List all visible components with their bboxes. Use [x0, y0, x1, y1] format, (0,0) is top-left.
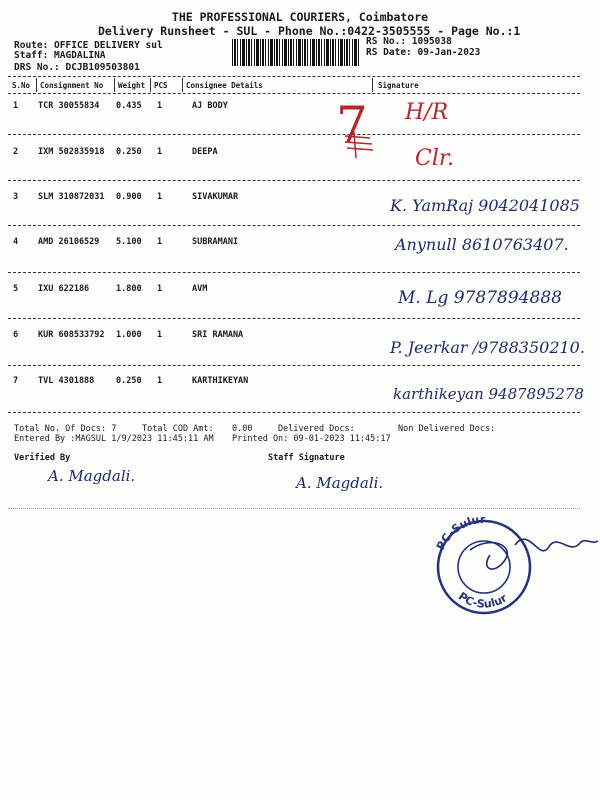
col-divider [182, 78, 183, 92]
row-consignee: SIVAKUMAR [192, 192, 239, 202]
rs-number: RS No.: 1095038 [366, 36, 452, 47]
verified-signature: A. Magdali. [48, 467, 136, 485]
printed-on: Printed On: 09-01-2023 11:45:17 [232, 434, 391, 444]
entered-by: Entered By :MAGSUL 1/9/2023 11:45:11 AM [14, 434, 214, 444]
row-rule [8, 272, 580, 273]
col-consignment: Consignment No [40, 81, 104, 90]
row-weight: 0.250 [116, 147, 142, 157]
staff-text: Staff: MAGDALINA [14, 50, 106, 61]
row-signature: P. Jeerkar /9788350210. [390, 338, 585, 357]
row-consignee: KARTHIKEYAN [192, 376, 249, 386]
svg-text:PC-Sulur [434, 515, 486, 552]
row-pcs: 1 [157, 237, 163, 247]
row-sno: 5 [13, 284, 19, 294]
footer-rule [8, 508, 580, 509]
row-consignee: SUBRAMANI [192, 237, 239, 247]
row-signature: Anynull 8610763407. [395, 235, 569, 254]
table-row [0, 101, 600, 115]
row-sno: 6 [13, 330, 19, 340]
col-divider [372, 78, 373, 92]
row-rule [8, 134, 580, 135]
row-weight: 0.435 [116, 101, 142, 111]
row-rule [8, 365, 580, 366]
row-signature: K. YamRaj 9042041085 [390, 196, 580, 215]
runsheet-title: Delivery Runsheet - SUL - Phone No.:0422-3505555 - Page No.:1 [98, 24, 521, 38]
row-weight: 0.250 [116, 376, 142, 386]
col-sno: S.No [12, 81, 31, 90]
non-delivered-docs: Non Delivered Docs: [398, 424, 496, 434]
row-weight: 5.100 [116, 237, 142, 247]
row-rule [8, 180, 580, 181]
col-weight: Weight [118, 81, 146, 90]
drs-number: DRS No.: DCJB109503801 [14, 62, 140, 73]
row-signature: H/R [405, 100, 449, 125]
row-rule [8, 225, 580, 226]
total-docs: Total No. Of Docs: 7 [14, 424, 117, 434]
row-sno: 7 [13, 376, 19, 386]
verified-by-label: Verified By [14, 453, 71, 463]
delivered-docs: Delivered Docs: [278, 424, 355, 434]
company-name: THE PROFESSIONAL COURIERS, Coimbatore [171, 10, 429, 24]
row-consignment: TVL 4301888 [38, 376, 95, 386]
table-row [0, 147, 600, 161]
row-consignee: DEEPA [192, 147, 218, 157]
row-weight: 1.000 [116, 330, 142, 340]
col-consignee: Consignee Details [186, 81, 263, 90]
row-pcs: 1 [157, 101, 163, 111]
row-pcs: 1 [157, 284, 163, 294]
row-signature: M. Lg 9787894888 [398, 288, 562, 308]
row-pcs: 1 [157, 376, 163, 386]
row-consignee: AVM [192, 284, 208, 294]
row-consignment: TCR 30055834 [38, 101, 100, 111]
staff-signature-label: Staff Signature [268, 453, 345, 463]
row-consignee: AJ BODY [192, 101, 228, 111]
row-consignment: IXM 502835918 [38, 147, 105, 157]
row-rule [8, 412, 580, 413]
row-consignment: AMD 26106529 [38, 237, 100, 247]
col-divider [114, 78, 115, 92]
row-sno: 3 [13, 192, 19, 202]
row-rule [8, 318, 580, 319]
office-stamp [420, 515, 600, 615]
row-pcs: 1 [157, 330, 163, 340]
col-divider [36, 78, 37, 92]
header-top-rule [8, 76, 580, 77]
row-sno: 2 [13, 147, 19, 157]
stamp-bottom-text: PC-Sulur [455, 589, 510, 611]
col-divider [150, 78, 151, 92]
row-signature: Clr. [415, 146, 454, 171]
rs-date: RS Date: 09-Jan-2023 [366, 47, 481, 58]
total-cod-label: Total COD Amt: [142, 424, 214, 434]
row-pcs: 1 [157, 147, 163, 157]
staff-signature: A. Magdali. [296, 474, 384, 492]
row-consignment: IXU 622186 [38, 284, 90, 294]
red-scribble [340, 130, 380, 160]
col-pcs: PCS [154, 81, 168, 90]
row-weight: 1.800 [116, 284, 142, 294]
col-signature: Signature [378, 81, 419, 90]
stamp-top-text: PC-Sulur [433, 515, 486, 553]
row-pcs: 1 [157, 192, 163, 202]
row-consignee: SRI RAMANA [192, 330, 244, 340]
barcode [232, 39, 360, 66]
row-consignment: SLM 310872031 [38, 192, 105, 202]
row-consignment: KUR 608533792 [38, 330, 105, 340]
red-mark: 7 [336, 96, 368, 154]
row-sno: 1 [13, 101, 19, 111]
row-weight: 0.900 [116, 192, 142, 202]
row-sno: 4 [13, 237, 19, 247]
total-cod-value: 0.00 [232, 424, 253, 434]
header-bottom-rule [8, 93, 580, 94]
row-signature: karthikeyan 9487895278 [393, 385, 584, 403]
route-text: Route: OFFICE DELIVERY sul [14, 40, 163, 51]
